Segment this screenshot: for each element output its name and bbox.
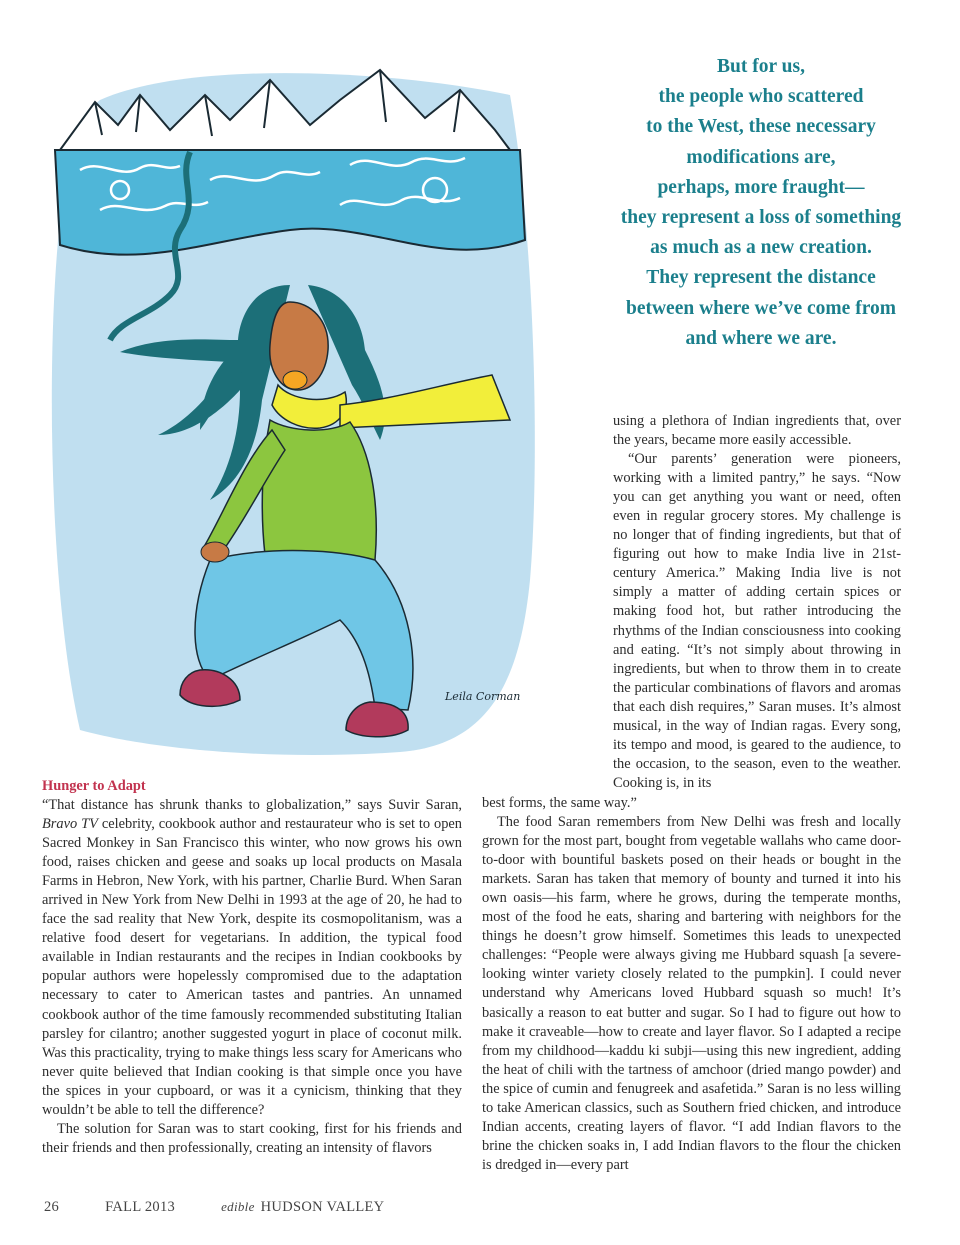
artist-signature: Leila Corman bbox=[445, 690, 521, 703]
pull-quote-line: between where we’ve come from bbox=[625, 297, 896, 319]
paragraph: “Our parents’ generation were pioneers, working with a limited pantry,” he says. “Now you can get anything you want or need, often even in regular grocery stores. My challenge is no longer that of finding ingredients, but that of figuring out how to make India live in 21st-century America.” Making India live is not simply a matter of adding certain spices or making food hot, but rather introducing the rhythms of the Indian consciousness into cooking and eating. “It’s not simply about throwing in ingredients, but when to throw them in to create the particular combinations of flavors and aromas that each dish requires,” Saran muses. It’s almost musical, in the way of Indian ragas. Every song, its tempo and mood, is geared to the audience, to the occasion, to the season, even to the weather. Cooking is, in its bbox=[613, 451, 901, 791]
pull-quote-line: as much as a new creation. bbox=[650, 237, 872, 259]
publication-name: HUDSON VALLEY bbox=[260, 1199, 385, 1215]
pull-quote-line: They represent the distance bbox=[646, 267, 876, 289]
paragraph: The food Saran remembers from New Delhi was fresh and locally grown for the most part, bought from vegetable wallahs who came door-to-door with bountiful baskets posed on their heads or bought in the markets. Saran has taken that memory of bounty and turned it into his own oasis—his farm, where he grows, during the temperate months, most of the food he eats, sharing and bartering with neighbors for the things he doesn’t grow himself. Sometimes this leads to unexpected challenges: “People were always giving me Hubbard squash [a severe-looking winter variety closely related to the pumpkin]. I could never understand why Americans loved Hubbard squash so much! It’s basically a reason to eat butter and sugar. So I had to figure out how to make it craveable—how to create and layer flavor. So I adapted a recipe from my childhood—kaddu ki subji—using this new ingredient, adding the heat of chili with the tartness of amchoor (dried mango powder) and the spice of cumin and fenugreek and asafetida.” Saran is no less willing to take American classics, such as Southern fried chicken, and introduce Indian accents, creating layers of flavor. “I add Indian flavors to the brine the chicken soaks in, I add Indian flavors to the flour the chicken is dredged in—every part bbox=[482, 814, 901, 1173]
show-title: Bravo TV bbox=[42, 816, 98, 833]
paragraph: The solution for Saran was to start cooking, first for his friends and their friends and then professionally, creating an intensity of flavors bbox=[42, 1120, 462, 1156]
text-run: “That distance has shrunk thanks to globalization,” says Suvir Saran, bbox=[42, 797, 462, 813]
pull-quote-line: modifications are, bbox=[686, 146, 836, 168]
paragraph bbox=[42, 796, 462, 1120]
pull-quote-line: and where we are. bbox=[685, 327, 837, 349]
paragraph: best forms, the same way.” bbox=[482, 795, 637, 811]
mango bbox=[283, 371, 307, 389]
brand-name: edible bbox=[221, 1199, 255, 1214]
pull-quote-line: they represent a loss of something bbox=[620, 207, 902, 229]
woman-illustration bbox=[40, 40, 540, 760]
issue-date: FALL 2013 bbox=[105, 1199, 176, 1215]
hand bbox=[201, 542, 229, 562]
article-column-right-top bbox=[613, 412, 901, 793]
text-run: celebrity, cookbook author and restaurateur who is set to open Sacred Monkey in San Francisco this winter, who now grows his own food, raises chicken and geese and soaks up local products on Masala Farms in Hebron, New York, with his partner, Charlie Burd. When Saran arrived in New York from New Delhi in 1993 at the age of 20, he had to face the sad reality that New York, despite its cosmopolitanism, was a relative food desert for vegetarians. In addition, the typical food available in Indian restaurants and the recipes in Indian cookbooks by popular authors were hopelessly compromised due to the adaptation necessary to cater to American tastes and pantries. An unnamed cookbook author of the time famously recommended substituting Italian parsley for cilantro; another suggested yogurt in place of coconut milk. Was this practicality, trying to make things less scary for Americans who never quite believed that Indian cooking is that simple once you have the spices in your cupboard, or was it a cynicism, thinking that they wouldn’t be able to tell the difference? bbox=[42, 816, 462, 1118]
pull-quote-line: perhaps, more fraught— bbox=[657, 176, 865, 198]
page-number: 26 bbox=[44, 1199, 60, 1215]
pull-quote-line: to the West, these necessary bbox=[646, 116, 876, 138]
page-footer bbox=[44, 1199, 384, 1216]
article-column-right-bottom bbox=[482, 794, 901, 1175]
pull-quote bbox=[600, 52, 922, 354]
section-heading: Hunger to Adapt bbox=[42, 778, 146, 794]
pull-quote-line: the people who scattered bbox=[658, 86, 864, 108]
article-column-left bbox=[42, 777, 462, 1158]
pull-quote-line: But for us, bbox=[717, 56, 805, 77]
paragraph: using a plethora of Indian ingredients that, over the years, became more easily accessible. bbox=[613, 413, 901, 449]
